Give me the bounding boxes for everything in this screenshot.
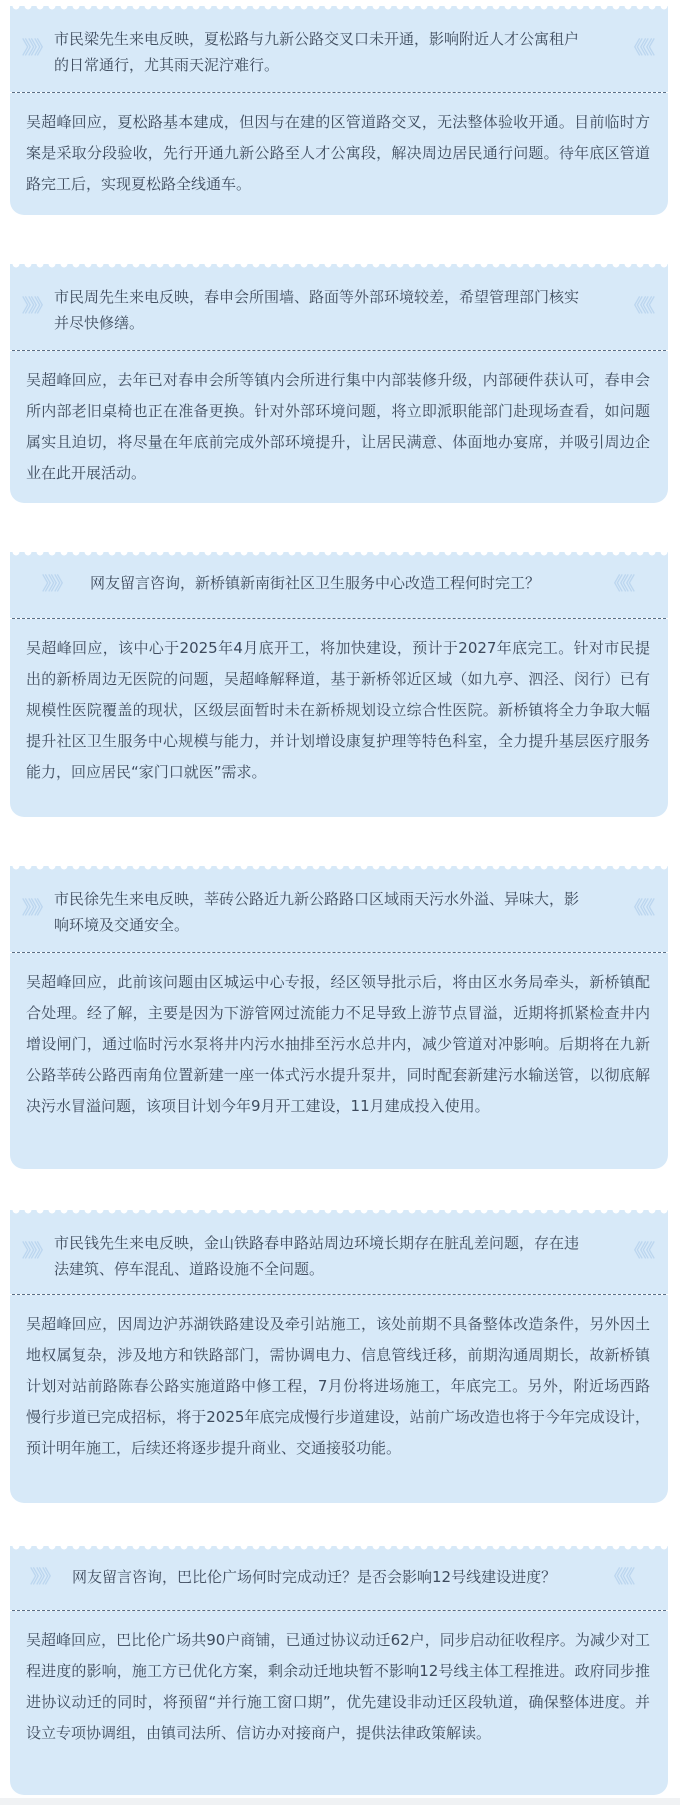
chevron-left-icon: 》》》 [30, 1567, 57, 1588]
answer-box [10, 953, 668, 1169]
chevron-left-icon: 》》》 [42, 574, 69, 595]
question-box [10, 866, 668, 952]
answer-text: 吴超峰回应，夏松路基本建成，但因与在建的区管道路交叉，无法整体验收开通。目前临时方案是采取分段验收，先行开通九新公路至人才公寓段，解决周边居民通行问题。待年底区管道路完工后，实现夏松路全线通车。 [26, 113, 650, 193]
question-box [10, 6, 668, 92]
answer-text: 吴超峰回应，因周边沪苏湖铁路建设及牵引站施工，该处前期不具备整体改造条件，另外因土地权属复杂，涉及地方和铁路部门，需协调电力、信息管线迁移，前期沟通周期长，故新桥镇计划对站前路陈春公路实施道路中修工程，7月份将进场施工，年底完工。另外，附近场西路慢行步道已完成招标，将于2025年底完成慢行步道建设，站前广场改造也将于今年完成设计，预计明年施工，后续还将逐步提升商业、交通接驳功能。 [26, 1315, 650, 1457]
answer-text: 吴超峰回应，该中心于2025年4月底开工，将加快建设，预计于2027年底完工。针对市民提出的新桥周边无医院的问题，吴超峰解释道，基于新桥邻近区域（如九亭、泗泾、闵行）已有规模性医院覆盖的现状，区级层面暂时未在新桥规划设立综合性医院。新桥镇将全力争取大幅提升社区卫生服务中心规模与能力，并计划增设康复护理等特色科室，全力提升基层医疗服务能力，回应居民“家门口就医”需求。 [26, 639, 650, 781]
question-box [10, 552, 668, 618]
answer-box [10, 351, 668, 503]
answer-text: 吴超峰回应，巴比伦广场共90户商铺，已通过协议动迁62户，同步启动征收程序。为减少对工程进度的影响，施工方已优化方案，剩余动迁地块暂不影响12号线主体工程推进。政府同步推进协议动迁的同时，将预留“并行施工窗口期”，优先建设非动迁区段轨道，确保整体进度。并设立专项协调组，由镇司法所、信访办对接商户，提供法律政策解读。 [26, 1631, 650, 1742]
answer-box [10, 93, 668, 215]
chevron-left-icon: 》》》 [22, 898, 49, 919]
chevron-right-icon: 《《《 [625, 38, 652, 59]
question-text: 市民周先生来电反映，春申会所围墙、路面等外部环境较差，希望管理部门核实并尽快修缮。 [54, 288, 580, 332]
chevron-right-icon: 《《《 [625, 296, 652, 317]
question-text: 市民徐先生来电反映，莘砖公路近九新公路路口区域雨天污水外溢、异味大，影响环境及交通安全。 [54, 890, 580, 934]
chevron-right-icon: 《《《 [605, 1567, 632, 1588]
question-text: 市民钱先生来电反映，金山铁路春申路站周边环境长期存在脏乱差问题，存在违法建筑、停车混乱、道路设施不全问题。 [54, 1234, 580, 1278]
bottom-strip [0, 1798, 680, 1805]
question-text: 网友留言咨询，新桥镇新南街社区卫生服务中心改造工程何时完工？ [90, 574, 541, 592]
qa-card-3 [10, 552, 668, 817]
answer-box [10, 619, 668, 817]
chevron-left-icon: 》》》 [22, 296, 49, 317]
chevron-right-icon: 《《《 [625, 898, 652, 919]
question-box [10, 1546, 668, 1610]
chevron-left-icon: 》》》 [22, 38, 49, 59]
question-text: 网友留言咨询，巴比伦广场何时完成动迁？是否会影响12号线建设进度？ [72, 1568, 557, 1586]
answer-box [10, 1611, 668, 1795]
qa-card-5 [10, 1210, 668, 1503]
chevron-right-icon: 《《《 [625, 1241, 652, 1262]
chevron-left-icon: 》》》 [22, 1241, 49, 1262]
qa-card-6 [10, 1546, 668, 1795]
question-box [10, 264, 668, 350]
answer-box [10, 1295, 668, 1503]
qa-card-2 [10, 264, 668, 503]
qa-card-1 [10, 6, 668, 215]
answer-text: 吴超峰回应，此前该问题由区城运中心专报，经区领导批示后，将由区水务局牵头，新桥镇配合处理。经了解，主要是因为下游管网过流能力不足导致上游节点冒溢，近期将抓紧检查井内增设闸门，通过临时污水泵将井内污水抽排至污水总井内，减少管道对冲影响。后期将在九新公路莘砖公路西南角位置新建一座一体式污水提升泵井，同时配套新建污水输送管，以彻底解决污水冒溢问题，该项目计划今年9月开工建设，11月建成投入使用。 [26, 973, 650, 1115]
qa-card-4 [10, 866, 668, 1169]
question-box [10, 1210, 668, 1294]
chevron-right-icon: 《《《 [605, 574, 632, 595]
question-text: 市民梁先生来电反映，夏松路与九新公路交叉口未开通，影响附近人才公寓租户的日常通行，尤其雨天泥泞难行。 [54, 30, 580, 74]
answer-text: 吴超峰回应，去年已对春申会所等镇内会所进行集中内部装修升级，内部硬件获认可，春申会所内部老旧桌椅也正在准备更换。针对外部环境问题，将立即派职能部门赴现场查看，如问题属实且迫切，将尽量在年底前完成外部环境提升，让居民满意、体面地办宴席，并吸引周边企业在此开展活动。 [26, 371, 650, 482]
